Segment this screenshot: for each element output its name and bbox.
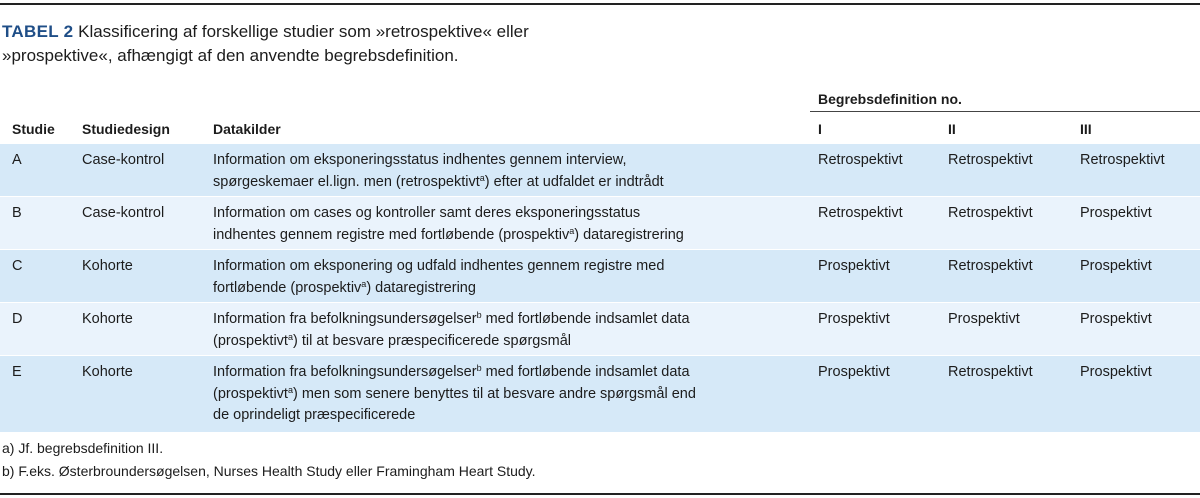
bottom-rule bbox=[0, 493, 1200, 495]
cell-studie: E bbox=[12, 364, 22, 380]
cell-definition-2: Retrospektivt bbox=[948, 258, 1033, 274]
cell-studiedesign: Case-kontrol bbox=[82, 205, 165, 221]
table-row bbox=[0, 143, 1200, 196]
header-studie: Studie bbox=[12, 121, 55, 137]
cell-definition-2: Retrospektivt bbox=[948, 205, 1033, 221]
cell-studie: B bbox=[12, 205, 22, 221]
cell-definition-2: Retrospektivt bbox=[948, 152, 1033, 168]
cell-studie: D bbox=[12, 311, 23, 327]
header-studiedesign: Studiedesign bbox=[82, 121, 170, 137]
cell-definition-2: Retrospektivt bbox=[948, 364, 1033, 380]
table-caption bbox=[2, 20, 1182, 68]
footnote-b: b) F.eks. Østerbroundersøgelsen, Nurses Health Study eller Framingham Heart Study. bbox=[2, 463, 536, 479]
cell-datakilder: Information fra befolkningsundersøgelser$^b$ med fortløbende indsamlet data (prospektivt$^a$) men som senere benyttes til at besvare andre spørgsmål end de oprindeligt præspecificerede bbox=[213, 363, 696, 423]
cell-definition-1: Prospektivt bbox=[818, 364, 890, 380]
cell-definition-3: Prospektivt bbox=[1080, 205, 1152, 221]
footnotes bbox=[2, 437, 536, 483]
table-row bbox=[0, 302, 1200, 355]
table-label: TABEL 2 bbox=[2, 22, 74, 41]
cell-definition-1: Retrospektivt bbox=[818, 152, 903, 168]
table-row bbox=[0, 249, 1200, 302]
cell-definition-3: Retrospektivt bbox=[1080, 152, 1165, 168]
cell-datakilder: Information fra befolkningsundersøgelser$^b$ med fortløbende indsamlet data (prospektivt$^a$) til at besvare præspecificerede spørgsmål bbox=[213, 310, 690, 349]
cell-studiedesign: Kohorte bbox=[82, 364, 133, 380]
cell-definition-1: Retrospektivt bbox=[818, 205, 903, 221]
caption-line-2: »prospektive«, afhængigt af den anvendte begrebsdefinition. bbox=[2, 46, 459, 65]
cell-definition-3: Prospektivt bbox=[1080, 364, 1152, 380]
cell-definition-1: Prospektivt bbox=[818, 311, 890, 327]
header-definition-3: III bbox=[1080, 121, 1092, 137]
caption-line-1: Klassificering af forskellige studier som »retrospektive« eller bbox=[78, 22, 529, 41]
cell-studie: A bbox=[12, 152, 22, 168]
cell-studiedesign: Case-kontrol bbox=[82, 152, 165, 168]
cell-studie: C bbox=[12, 258, 23, 274]
table-row bbox=[0, 355, 1200, 432]
cell-studiedesign: Kohorte bbox=[82, 311, 133, 327]
cell-definition-3: Prospektivt bbox=[1080, 258, 1152, 274]
header-definition-1: I bbox=[818, 121, 822, 137]
table-row bbox=[0, 196, 1200, 249]
group-header: Begrebsdefinition no. bbox=[818, 91, 962, 107]
top-rule bbox=[0, 3, 1200, 5]
cell-definition-1: Prospektivt bbox=[818, 258, 890, 274]
footnote-a: a) Jf. begrebsdefinition III. bbox=[2, 440, 164, 456]
cell-studiedesign: Kohorte bbox=[82, 258, 133, 274]
header-datakilder: Datakilder bbox=[213, 121, 281, 137]
group-header-rule bbox=[810, 111, 1200, 112]
cell-definition-2: Prospektivt bbox=[948, 311, 1020, 327]
cell-datakilder: Information om cases og kontroller samt deres eksponeringsstatus indhentes gennem registre med fortløbende (prospektiv$^a$) dataregistrering bbox=[213, 205, 684, 243]
cell-datakilder: Information om eksponering og udfald indhentes gennem registre med fortløbende (prospektiv$^a$) dataregistrering bbox=[213, 258, 665, 296]
cell-datakilder: Information om eksponeringsstatus indhentes gennem interview, spørgeskemaer el.lign. men (retrospektivt$^a$) efter at udfaldet er indtrådt bbox=[213, 152, 664, 190]
header-definition-2: II bbox=[948, 121, 956, 137]
cell-definition-3: Prospektivt bbox=[1080, 311, 1152, 327]
